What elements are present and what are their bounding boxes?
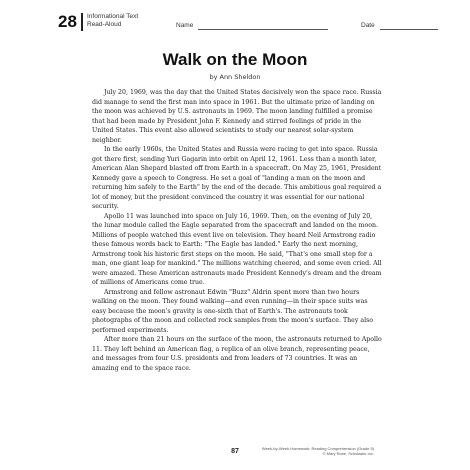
article-body	[92, 88, 382, 373]
category-line-2: Read-Aloud	[87, 21, 122, 28]
header-page-number: 28	[58, 12, 77, 31]
header-divider	[81, 13, 83, 31]
paragraph-3: Apollo 11 was launched into space on July 16, 1969. Then, on the evening of July 20, the lunar module called the Eagle separated from the spacecraft and landed on the moon. Millions of people watched this event live on television. They heard Neil Armstrong radio these famous words back to Earth: "The Eagle has landed." Early the next morning, Armstrong took his historic first steps on the moon. He said, "That's one small step for a man, one giant leap for mankind." The millions watching cheered, and some even cried. All were amazed. These American astronauts made President Kennedy's dream and the dream of millions of Americans come true.	[92, 212, 382, 286]
credit-line-1: Week-by-Week Homework: Reading Comprehension (Grade 5)	[261, 446, 374, 451]
category-label	[87, 13, 138, 29]
article-byline: by Ann Sheldon	[209, 73, 261, 81]
paragraph-5: After more than 21 hours on the surface of the moon, the astronauts returned to Apollo 11. They left behind an American flag, a replica of an olive branch, representing peace, and messages from four U.S. presidents and from leaders of 73 countries. It was an amazing end to the space race.	[92, 336, 382, 372]
article-title: Walk on the Moon	[162, 50, 308, 69]
footer-page-number: 87	[231, 448, 239, 455]
name-field-line	[198, 29, 328, 30]
credit-line-2: © Mary Rose, Scholastic Inc.	[322, 451, 374, 456]
name-label: Name	[176, 22, 194, 29]
paragraph-4: Armstrong and fellow astronaut Edwin "Buzz" Aldrin spent more than two hours walking on the moon. They found walking—and even running—in their space suits was easy because the moon's gravity is one-sixth that of Earth's. The astronauts took photographs of the moon and collected rock samples from the moon's surface. They also performed experiments.	[92, 288, 374, 334]
date-field-line	[380, 29, 438, 30]
date-label: Date	[361, 22, 375, 29]
paragraph-1: July 20, 1969, was the day that the United States decisively won the space race. Russia did manage to send the first man into space in 1961. But the ultimate prize of landing on the moon was achieved by U.S. astronauts in 1969. The moon landing fulfilled a promise that had been made by President John F. Kennedy and stirred feelings of pride in the United States. This event also allowed scientists to study our nearest solar-system neighbor.	[92, 89, 382, 144]
worksheet-header	[58, 12, 438, 34]
paragraph-2: In the early 1960s, the United States and Russia were racing to get into space. Russia got there first, sending Yuri Gagarin into orbit on April 12, 1961. Less than a month later, American Alan Shepard blasted off from Earth in a spacecraft. On May 25, 1961, President Kennedy gave a speech to Congress. He set a goal of "landing a man on the moon and returning him safely to the Earth" by the end of the decade. This ambitious goal required a lot of money, but the president convinced the country it was essential for our national security.	[92, 146, 382, 210]
category-line-1: Informational Text	[87, 13, 139, 20]
footer-credit	[262, 446, 374, 456]
